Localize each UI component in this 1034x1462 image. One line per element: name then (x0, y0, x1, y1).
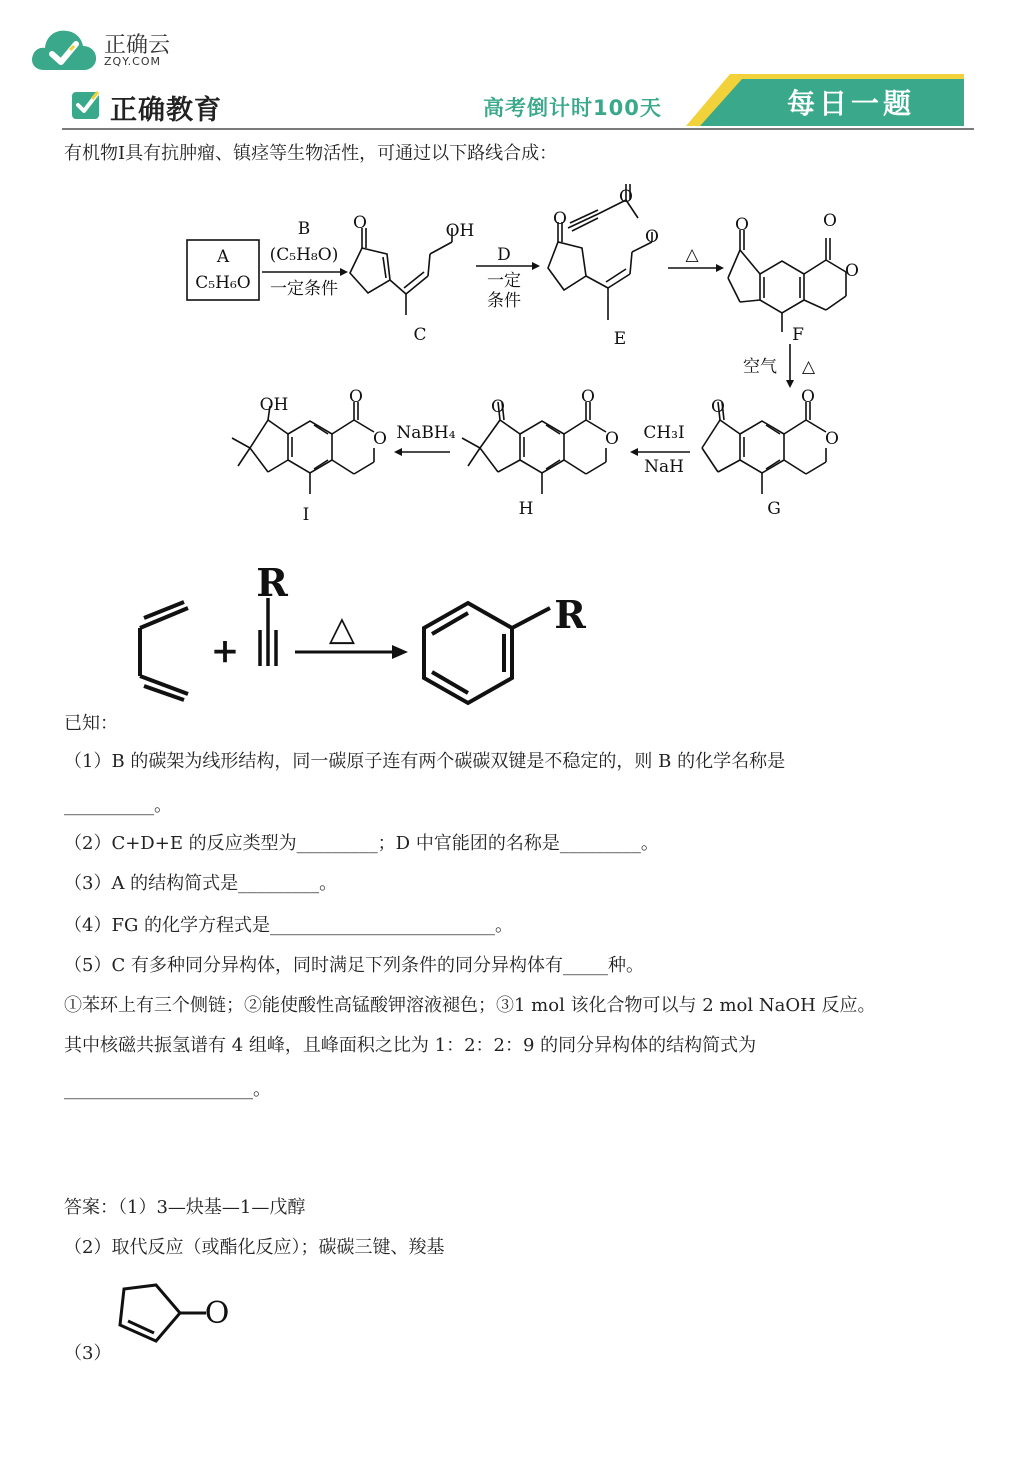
reagent-b-formula: (C₅H₈O) (269, 245, 339, 265)
g-ketone-o: O (711, 397, 725, 417)
g-ring-o: O (825, 429, 839, 449)
intro-text: 有机物Ⅰ具有抗肿瘤、镇痉等生物活性，可通过以下路线合成： (64, 143, 558, 164)
compound-i-label: I (302, 505, 310, 525)
question-5-nmr: 其中核磁共振氢谱有 4 组峰，且峰面积之比为 1：2：2：9 的同分异构体的结构简式为 (64, 1035, 757, 1056)
product-r-group: R (554, 592, 586, 637)
cloud-check-logo-icon (30, 24, 98, 74)
compound-f-label: F (792, 325, 804, 345)
question-3: （3）A 的结构简式是_________。 (64, 873, 338, 894)
brand-check-icon (70, 89, 102, 121)
cyclopentenone-structure (120, 1285, 206, 1341)
compound-f-structure (728, 230, 846, 332)
compound-e-label: E (613, 329, 627, 349)
e-carbonyl-o: O (553, 209, 567, 229)
header-divider (62, 128, 974, 130)
compound-e-structure (548, 184, 652, 320)
h-lactone-carbonyl-o: O (581, 387, 595, 407)
alkyne-structure (260, 598, 276, 666)
question-5: （5）C 有多种同分异构体，同时满足下列条件的同分异构体有_____种。 (64, 955, 644, 976)
answer-3-structure (110, 1275, 250, 1355)
f-lactone-carbonyl-o: O (823, 211, 837, 231)
condition-2a: 一定 (487, 271, 521, 291)
synthesis-scheme (180, 180, 860, 530)
delta-2: △ (802, 357, 816, 377)
logo-text-cn: 正确云 (104, 33, 171, 58)
benzene-product-structure (424, 603, 550, 703)
compound-h-label: H (518, 499, 534, 519)
reagent-air: 空气 (743, 357, 777, 377)
answer-2: （2）取代反应（或酯化反应）；碳碳三键、羧基 (64, 1237, 445, 1258)
question-4: （4）FG 的化学方程式是_________________________。 (64, 915, 514, 936)
logo-text-en: ZQY.COM (104, 55, 162, 68)
cyclopentenone-o: O (204, 1296, 230, 1331)
plus-sign: + (210, 631, 240, 671)
h-ketone-o: O (491, 397, 505, 417)
delta-heat: △ (328, 609, 356, 649)
compound-a-formula: C₅H₆O (195, 273, 251, 293)
f-ketone-o: O (735, 215, 749, 235)
question-1: （1）B 的碳架为线形结构，同一碳原子连有两个碳碳双键是不稳定的，则 B 的化学名称是 (64, 751, 786, 772)
question-1-blank: __________。 (64, 795, 172, 816)
condition-2b: 条件 (487, 291, 521, 311)
question-5-blank: _____________________。 (64, 1079, 271, 1100)
c-carbonyl-o: O (353, 213, 367, 233)
compound-g-label: G (767, 499, 781, 519)
alkyne-r-group: R (256, 560, 288, 605)
i-lactone-carbonyl-o: O (349, 387, 363, 407)
delta-1: △ (685, 245, 699, 265)
countdown-text: 高考倒计时100天 (483, 96, 662, 120)
e-ester-o: O (645, 227, 659, 247)
reagent-nah: NaH (644, 457, 684, 477)
e-ester-carbonyl-o: O (619, 187, 633, 207)
h-ring-o: O (605, 429, 619, 449)
answer-1: 答案：（1）3—炔基—1—戊醇 (64, 1197, 306, 1218)
reagent-b-letter: B (297, 219, 311, 239)
question-5-conditions: ①苯环上有三个侧链；②能使酸性高锰酸钾溶液褪色；③1 mol 该化合物可以与 2 mol NaOH 反应。 (64, 995, 876, 1016)
f-ring-o: O (845, 261, 859, 281)
banner-title: 每日一题 (786, 87, 915, 120)
i-ring-o: O (373, 429, 387, 449)
compound-i-structure (232, 402, 374, 494)
known-reaction-figure (130, 560, 610, 710)
brand-name: 正确教育 (110, 95, 222, 126)
compound-c-structure (350, 228, 452, 315)
answer-3-label: （3） (64, 1343, 112, 1364)
condition-1: 一定条件 (270, 279, 338, 299)
compound-a-letter: A (216, 247, 230, 267)
compound-c-label: C (413, 325, 427, 345)
question-2: （2）C+D+E 的反应类型为_________；D 中官能团的名称是_________。 (64, 833, 659, 854)
g-lactone-carbonyl-o: O (801, 387, 815, 407)
i-hydroxyl: OH (259, 395, 289, 415)
known-label: 已知： (64, 713, 118, 734)
reagent-d-letter: D (497, 245, 511, 265)
reagent-nabh4: NaBH₄ (396, 423, 456, 443)
compound-h-structure (462, 402, 606, 494)
reagent-ch3i: CH₃I (643, 423, 685, 443)
butadiene-structure (140, 602, 188, 700)
c-hydroxyl: OH (445, 221, 475, 241)
